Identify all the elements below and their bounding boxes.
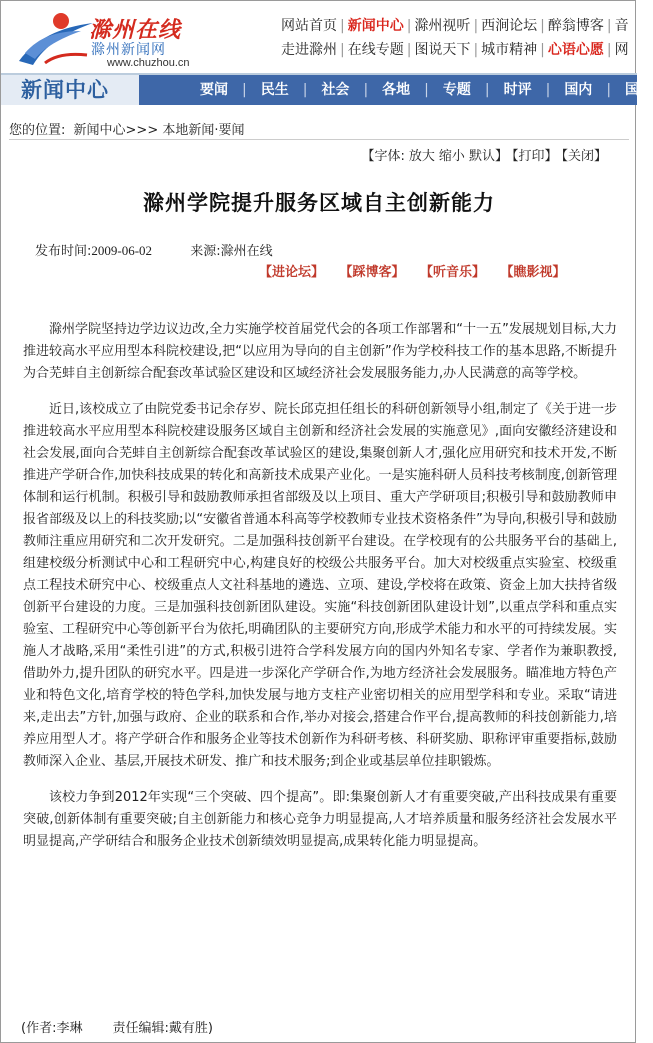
section-title: 新闻中心	[1, 75, 139, 105]
topnav-link-music[interactable]: 音	[614, 18, 629, 34]
section-tab-local[interactable]: 各地	[382, 82, 411, 98]
logo-swoosh-icon	[15, 9, 95, 69]
topnav-link-video[interactable]: 滁州视听	[414, 18, 471, 34]
editor: 责任编辑:戴有胜)	[112, 1021, 213, 1036]
font-size-close: 】	[494, 149, 508, 164]
logo-subtitle: 滁州新闻网	[91, 42, 166, 58]
topnav-link-wishes[interactable]: 心语心愿	[547, 42, 604, 58]
related-link-video[interactable]: 【瞧影视】	[507, 265, 566, 280]
section-nav-items: 要闻 | 民生 | 社会 | 各地 | 专题 | 时评 | 国内 | 国	[186, 75, 653, 105]
breadcrumb-path[interactable]: 新闻中心>>> 本地新闻·要闻	[73, 123, 245, 138]
section-tab-headlines[interactable]: 要闻	[200, 82, 228, 98]
top-navigation	[281, 15, 641, 63]
author-line	[21, 1017, 243, 1036]
topnav-row-1: 网站首页 | 新闻中心 | 滁州视听 | 西涧论坛 | 醉翁博客 | 音	[281, 18, 629, 34]
related-link-blog[interactable]: 【踩博客】	[346, 265, 405, 280]
related-link-music[interactable]: 【听音乐】	[426, 265, 486, 280]
related-link-forum[interactable]: 【进论坛】	[259, 265, 325, 280]
publish-date-label: 发布时间:	[35, 244, 92, 259]
source-value: 滁州在线	[220, 244, 273, 259]
topnav-link-city-spirit[interactable]: 城市精神	[481, 42, 538, 58]
article-paragraph: 该校力争到2012年实现“三个突破、四个提高”。即:集聚创新人才有重要突破,产出科技成果有重要突破,创新体制有重要突破;自主创新能力和核心竞争力明显提高,人才培养质量和服务经济社会发展水平明显提高,产学研结合和服务企业技术创新绩效明显提高,成果转化能力明显提高。	[23, 790, 617, 849]
print-link[interactable]: 【打印】	[511, 149, 558, 164]
logo-title: 滁州在线	[89, 17, 182, 43]
logo-url: www.chuzhou.cn	[107, 57, 190, 69]
section-tab-livelihood[interactable]: 民生	[260, 82, 289, 98]
site-header	[1, 1, 635, 73]
topnav-link-more[interactable]: 网	[614, 42, 629, 58]
article-paragraph: 滁州学院坚持边学边议边改,全力实施学校首届党代会的各项工作部署和“十一五”发展规划目标,大力推进较高水平应用型本科院校建设,把“以应用为导向的自主创新”作为学校科技工作的基本思路,不断提升为合芜蚌自主创新综合配套改革试验区建设和区域经济社会发展服务能力,办人民满意的高等学校。	[23, 322, 617, 381]
section-tab-special[interactable]: 专题	[442, 82, 471, 98]
topnav-link-news-center[interactable]: 新闻中心	[347, 18, 404, 34]
font-default-link[interactable]: 默认	[468, 149, 495, 164]
section-tab-domestic[interactable]: 国内	[564, 82, 593, 98]
article-paragraph: 近日,该校成立了由院党委书记余存岁、院长邱克担任组长的科研创新领导小组,制定了《关于进一步推进较高水平应用型本科院校建设服务区域自主创新和经济社会发展的实施意见》,面向安徽经济建设和社会发展,面向合芜蚌自主创新综合配套改革试验区的建设,集聚创新人才,强化应用研究和技术开发,不断推进产学研合作,加快科技成果的转化和高新技术成果产业化。一是实施科研人员科技考核制度,创新管理体制和运行机制。积极引导和鼓励教师承担省部级及以上项目、重大产学研项目;积极引导和鼓励教师申报省部级及以上的科技奖励;以“安徽省普通本科高等学校教师专业技术资格条件”为导向,积极引导和鼓励教师注重应用研究和二次开发研究。二是加强科技创新平台建设。在学校现有的公共服务平台的基础上,组建校级分析测试中心和工程研究中心,构建良好的校级公共服务平台。加大对校级重点实验室、校级重点工程技术研究中心、校级重点人文社科基地的遴选、立项、建设,学校将在政策、资金上加大扶持省级创新平台建设的力度。三是加强科技创新团队建设。实施“科技创新团队建设计划”,以重点学科和重点实验室、工程研究中心等创新平台为依托,明确团队的主要研究方向,形成学术能力和水平的可持续发展。实施人才战略,采用“柔性引进”的方式,积极引进符合学科发展方向的国内外知名专家、学者作为兼职教授,借助外力,提升团队的研究水平。四是进一步深化产学研合作,为地方经济社会发展服务。瞄准地方特色产业和特色文化,培育学校的特色学科,加快发展与地方支柱产业密切相关的应用型学科和专业。采取“请进来,走出去”方针,加强与政府、企业的联系和合作,举办对接会,搭建合作平台,提高教师的科技创新能力,培养应用型人才。将产学研合作和服务企业等技术创新作为科研考核、科研奖励、职称评审重要指标,鼓励教师深入企业、基层,开展技术研发、推广和技术服务;到企业或基层单位挂职锻炼。	[23, 402, 617, 769]
breadcrumb-divider	[9, 139, 629, 140]
section-nav-bar	[1, 73, 640, 105]
close-link[interactable]: 【关闭】	[561, 149, 607, 164]
topnav-link-pictures[interactable]: 图说天下	[414, 42, 471, 58]
article-body	[23, 319, 617, 867]
article-title: 滁州学院提升服务区域自主创新能力	[143, 190, 495, 215]
topnav-link-chuzhou[interactable]: 走进滁州	[281, 42, 337, 58]
related-links	[259, 261, 588, 280]
breadcrumb-label: 您的位置:	[9, 123, 66, 138]
topnav-link-blog[interactable]: 醉翁博客	[547, 18, 604, 34]
breadcrumb	[9, 119, 248, 138]
topnav-link-home[interactable]: 网站首页	[281, 18, 337, 34]
source-label: 来源:	[190, 244, 221, 259]
section-tab-international[interactable]: 国	[625, 82, 640, 98]
publish-date: 2009-06-02	[91, 243, 153, 258]
site-logo[interactable]	[15, 9, 195, 69]
article-tools	[362, 145, 607, 164]
topnav-link-topics[interactable]: 在线专题	[347, 42, 404, 58]
topnav-row-2: 走进滁州 | 在线专题 | 图说天下 | 城市精神 | 心语心愿 | 网	[281, 42, 629, 58]
font-enlarge-link[interactable]: 放大	[408, 149, 435, 164]
topnav-link-forum[interactable]: 西涧论坛	[481, 18, 538, 34]
font-shrink-link[interactable]: 缩小	[438, 149, 465, 164]
font-size-label: 【字体:	[361, 149, 405, 164]
author: (作者:李琳	[21, 1021, 83, 1036]
section-tab-society[interactable]: 社会	[321, 82, 350, 98]
section-tab-commentary[interactable]: 时评	[503, 82, 532, 98]
article-meta	[35, 240, 273, 259]
